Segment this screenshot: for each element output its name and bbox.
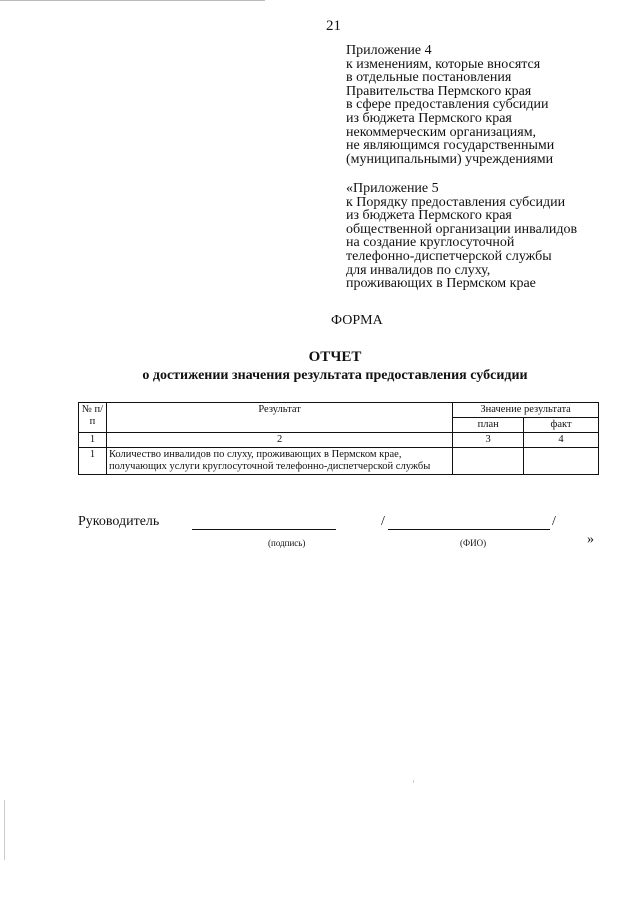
row-fact-cell[interactable] <box>524 448 599 475</box>
row-number: 1 <box>79 448 107 475</box>
form-label: ФОРМА <box>331 313 383 328</box>
header-value: Значение результата <box>453 403 599 418</box>
appendix-5-line: из бюджета Пермского края <box>346 208 512 224</box>
column-number: 1 <box>79 433 107 448</box>
appendix-5-line: на создание круглосуточной <box>346 235 515 251</box>
name-line[interactable] <box>388 529 550 530</box>
appendix-5-block <box>346 182 577 291</box>
appendix-4-line: из бюджета Пермского края <box>346 110 512 126</box>
table-row <box>79 448 599 475</box>
appendix-5-line: к Порядку предоставления субсидии <box>346 194 566 210</box>
appendix-4-line: в сфере предоставления субсидии <box>346 97 549 113</box>
scan-artifact <box>4 800 5 860</box>
slash-right: / <box>552 514 556 529</box>
table-numbering-row <box>79 433 599 448</box>
top-edge-line <box>0 0 265 1</box>
header-plan: план <box>453 418 524 433</box>
column-number: 2 <box>106 433 452 448</box>
report-table <box>78 402 599 475</box>
appendix-4-line: не являющимся государственными <box>346 138 555 154</box>
table-header-row <box>79 403 599 418</box>
header-fact: факт <box>524 418 599 433</box>
column-number: 3 <box>453 433 524 448</box>
signature-hint: (подпись) <box>268 538 306 548</box>
row-result: Количество инвалидов по слуху, проживающих в Пермском крае, получающих услуги круглосуточной телефонно-диспетчерской службы <box>106 448 452 475</box>
appendix-5-line: проживающих в Пермском крае <box>346 276 536 292</box>
appendix-4-line: некоммерческим организациям, <box>346 124 537 140</box>
row-plan-cell[interactable] <box>453 448 524 475</box>
name-hint: (ФИО) <box>460 538 487 548</box>
page-number: 21 <box>326 18 341 34</box>
signature-line[interactable] <box>192 529 336 530</box>
signature-label: Руководитель <box>78 514 160 529</box>
report-title: ОТЧЕТ <box>308 349 362 365</box>
signature-block <box>78 514 618 554</box>
appendix-4-line: Правительства Пермского края <box>346 83 532 99</box>
column-number: 4 <box>524 433 599 448</box>
scan-artifact <box>413 780 414 783</box>
closing-quote: » <box>587 532 594 547</box>
appendix-4-line: в отдельные постановления <box>346 70 512 86</box>
appendix-5-line: «Приложение 5 <box>346 181 439 196</box>
header-result: Результат <box>106 403 452 433</box>
appendix-4-block <box>346 44 554 166</box>
report-subtitle: о достижении значения результата предоставления субсидии <box>142 368 528 383</box>
slash-left: / <box>381 514 385 529</box>
appendix-4-line: (муниципальными) учреждениями <box>346 151 554 167</box>
appendix-4-line: Приложение 4 <box>346 43 432 58</box>
appendix-5-line: телефонно-диспетчерской службы <box>346 248 552 264</box>
appendix-5-line: общественной организации инвалидов <box>346 221 578 237</box>
header-number: № п/п <box>79 403 107 433</box>
appendix-5-line: для инвалидов по слуху, <box>346 262 491 278</box>
appendix-4-line: к изменениям, которые вносятся <box>346 56 541 72</box>
